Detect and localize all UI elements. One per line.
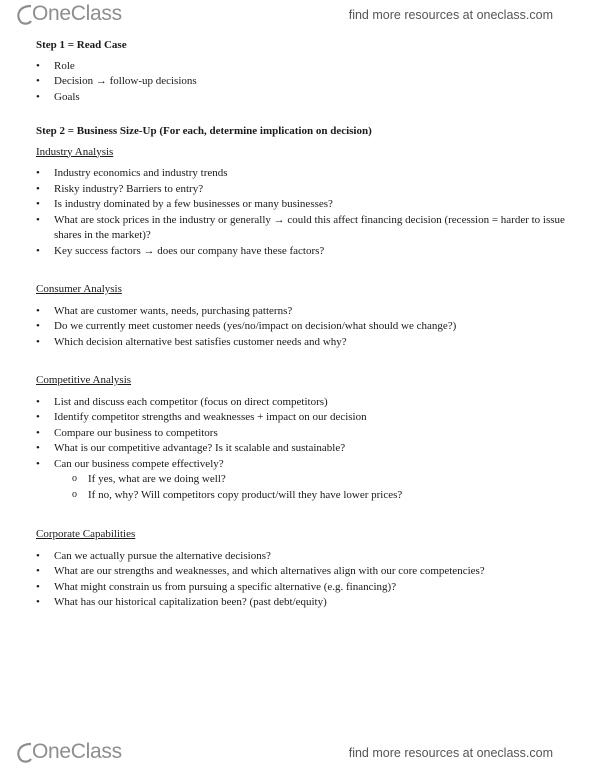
list-item: • Industry economics and industry trends: [36, 166, 566, 182]
page-footer: [0, 738, 595, 768]
tagline[interactable]: find more resources at oneclass.com: [348, 8, 553, 22]
list-item: • What might constrain us from pursuing a specific alternative (e.g. financing)?: [36, 580, 566, 596]
step1-title: Step 1 = Read Case: [36, 39, 127, 51]
list-item: • Compare our business to competitors: [36, 426, 566, 442]
list-item: • Can we actually pursue the alternative decisions?: [36, 549, 566, 565]
list-item: • Role: [36, 59, 566, 75]
oneclass-logo[interactable]: [18, 2, 122, 26]
industry-list: [36, 166, 566, 259]
document-body: [36, 38, 566, 611]
list-item: • Goals: [36, 90, 566, 106]
list-item: • What is our competitive advantage? Is it scalable and sustainable?: [36, 441, 566, 457]
corporate-list: [36, 549, 566, 611]
list-item: • Can our business compete effectively?: [36, 457, 566, 473]
list-item: • What are customer wants, needs, purchasing patterns?: [36, 304, 566, 320]
logo-text: OneClass: [32, 2, 122, 25]
list-item: • Risky industry? Barriers to entry?: [36, 182, 566, 198]
step2-title: Step 2 = Business Size-Up (For each, determine implication on decision): [36, 125, 372, 137]
list-item: • Is industry dominated by a few businesses or many businesses?: [36, 197, 566, 213]
competitive-title: Competitive Analysis: [36, 374, 132, 386]
list-item: • List and discuss each competitor (focus on direct competitors): [36, 395, 566, 411]
list-item: • Do we currently meet customer needs (yes/no/impact on decision/what should we change?): [36, 319, 566, 335]
page-header: [0, 0, 595, 30]
list-item: • Key success factors → does our company have these factors?: [36, 244, 566, 260]
consumer-title: Consumer Analysis: [36, 283, 122, 295]
industry-title: Industry Analysis: [36, 145, 114, 158]
consumer-list: [36, 304, 566, 351]
list-item: • Identify competitor strengths and weaknesses + impact on our decision: [36, 410, 566, 426]
sub-list-item: o If yes, what are we doing well?: [36, 472, 566, 488]
logo-swoosh-icon: [15, 741, 33, 765]
logo-swoosh-icon: [15, 3, 33, 27]
list-item: • What are stock prices in the industry or generally → could this affect financing decision (recession = harder to issue shares in the market)?: [36, 213, 566, 244]
competitive-list: [36, 395, 566, 504]
tagline[interactable]: find more resources at oneclass.com: [348, 746, 553, 760]
logo-text: OneClass: [32, 740, 122, 763]
list-item: • What are our strengths and weaknesses, and which alternatives align with our core competencies?: [36, 564, 566, 580]
step1-list: [36, 59, 566, 106]
corporate-title: Corporate Capabilities: [36, 528, 136, 540]
list-item: • What has our historical capitalization been? (past debt/equity): [36, 595, 566, 611]
list-item: • Which decision alternative best satisfies customer needs and why?: [36, 335, 566, 351]
sub-list-item: o If no, why? Will competitors copy product/will they have lower prices?: [36, 488, 566, 504]
list-item: • Decision → follow-up decisions: [36, 74, 566, 90]
oneclass-logo[interactable]: [18, 740, 122, 764]
